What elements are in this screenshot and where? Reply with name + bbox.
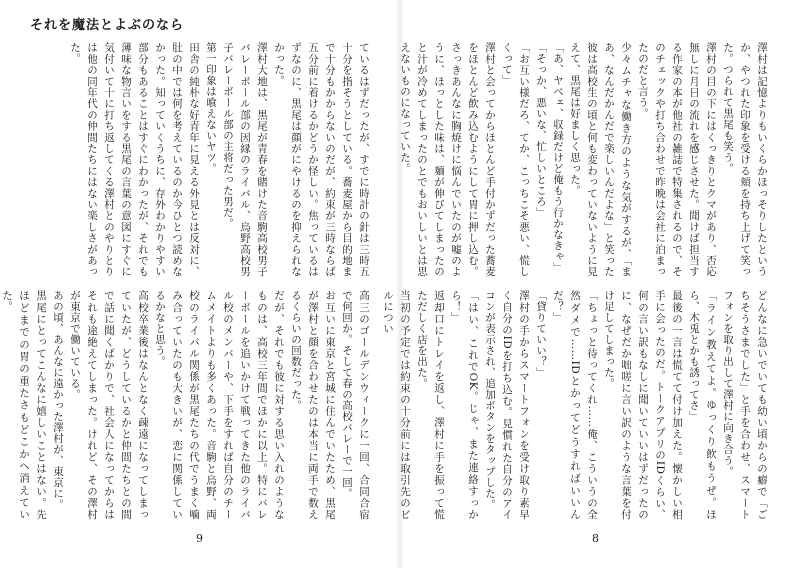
right-page <box>382 0 800 568</box>
paragraph: 当初の予定では約束の十分前には取引先のビルについ <box>382 290 411 520</box>
running-title: それを魔法とよぶのなら <box>30 18 185 33</box>
paragraph: 黒尾にとってこんなに嬉しいことはない。先ほどまでの胃の重たさもどこかへ消えていた。 <box>1 290 47 520</box>
paragraph: 第一印象は喰えないヤツ。 <box>205 42 217 174</box>
right-page-top-text <box>399 42 770 277</box>
paragraph: 「あ、ヤベェ、収録だけど俺もう行かなきゃ」 <box>552 42 564 273</box>
paragraph: 高三のゴールデンウィークに一回、合同合宿で何回か。そして春の高校バレーで一回。 <box>341 290 370 520</box>
paragraph: 少々ムチャな働き方のような気がするが、「まあ、なんだかんだで楽しいんだよな」と笑った彼は高校生の頃と何も変わっていないように見えて、黒尾は好ましく思った。 <box>569 42 632 277</box>
page-number-right: 8 <box>592 532 599 545</box>
paragraph: お互いに東京と宮城に住んでいたため、黒尾が澤村と顔を合わせたのは本当に両手で数えるくらいの回数だった。 <box>290 290 336 520</box>
paragraph: 「はい、これでOK。じゃ、また連絡すっから！」 <box>450 290 479 520</box>
left-page-top-text <box>32 42 372 277</box>
paragraph: 最後の一言は慌てて付け加えた。懐かしい相手に会ったのだ。トークアプリのIDくらい、何の言い訳もなしに聞いていいはずだったのに、なぜだか咄嗟に言い訳のような言葉を付け足してしまった。 <box>603 290 683 520</box>
paragraph: 「そっか、悪いな、忙しいところ」 <box>535 42 547 218</box>
paragraph: 澤村と会ってからほとんど手付かずだった蕎麦をほとんど飲み込むようにして胃に押し込む。さっきあんなに胸焼けに悩んでいたのが嘘のように、ほっとした味は、麺が伸びてしまったのと汁が冷めてしまったのとでもおいしいとは思えないものになっていた。 <box>399 42 496 277</box>
paragraph: 「貸りていい？」 <box>535 290 547 378</box>
paragraph: 澤村の目の下にはくっきりとクマがあり、否応無しに月日の流れを感じさせた。聞けば担当する作家の本が他社の雑誌で特集されるので、そのチェックや打ち合わせで昨晩は会社に泊まったのだと言う。 <box>637 42 717 277</box>
paragraph: 澤村大地は、黒尾が青春を賭けた音駒高校男子バレーボール部の因縁のライバル、烏野高校男子バレーボール部の主将だった男だ。 <box>222 42 268 277</box>
right-page-bottom-text <box>382 290 770 520</box>
paragraph: 澤村は記憶よりもいくらかほっそりしたというか、やつれた印象を受ける頬を持ち上げて笑った。つられて黒尾も笑う。 <box>722 42 768 277</box>
paragraph: 返却口にトレイを返し、澤村に手を振って慌ただしく店を出た。 <box>416 290 445 520</box>
paragraph: 「お互い様だろ、てか、こっちこそ悪い、慌しくって」 <box>501 42 530 277</box>
paragraph: 「ライン教えてよ。ゆっくり飲もうぜ。ほら、木兎とかも誘ってさ」 <box>688 290 717 520</box>
left-page-bottom-text <box>1 290 372 520</box>
paragraph: 高校卒業後はなんとなく疎遠になってしまっていたが、どうしているかと仲間たちとの間で話に聞くばかりで、社会人になってからはそれも途絶えてしまった。けれど、その澤村が東京で働いている。 <box>69 290 149 520</box>
paragraph: どんなに急いでいても幼い頃からの癖で「ごちそうさまでした」と手を合わせ、スマートフォンを取り出して澤村に向き合う。 <box>722 290 768 520</box>
paragraph: 澤村の手からスマートフォンを受け取り素早く自分のIDを打ち込む。見慣れた自分のアイコンが表示され、追加ボタンをタップした。 <box>484 290 530 520</box>
paragraph: 田舎の純朴な好青年に見える外見とは反対に、肚の中では何を考えているのか今ひとつ読めなかった。知っていくうちに、存外わかりやすい部分もあることはすぐにわかったが、それでも薄味な物言いをする黒尾の言葉の意図にすぐに気付いて十に打ち返してくる澤村とのやりとりは他の同年代の仲間たちにはない楽しさがあった。 <box>69 42 200 277</box>
paragraph: ているはずだったが、すでに時計の針は三時五十分を指そうとしている。蕎麦屋から目的地まで十分もかからないのだが、約束が三時ならば五分前に着けるかどうか怪しい。焦っているはずなのに、黒尾は顔がにやけるのを抑えられなかった。 <box>273 42 370 277</box>
paragraph: だが、それでも彼に対する思い入れのようなものは、高校三年間でほかに以上。特にバレーボールを追いかけて戦ってきた他のライバル校のメンバーや、下手をすれば自分のチームメイトよりも多くあった。音駒と烏野、両校のライバル関係が黒尾たちの代でうまく噛み合っていたのも大きいが、恋に関係しているかなと思う。 <box>154 290 285 520</box>
page-number-left: 9 <box>196 532 203 545</box>
paragraph: 「ちょっと待ってくれ……俺、こういうの全然ダメで……IDとかってどうすればいいんだ？」 <box>552 290 598 520</box>
paragraph: あの頃、あんなに遠かった澤村が、東京に。 <box>52 290 64 510</box>
